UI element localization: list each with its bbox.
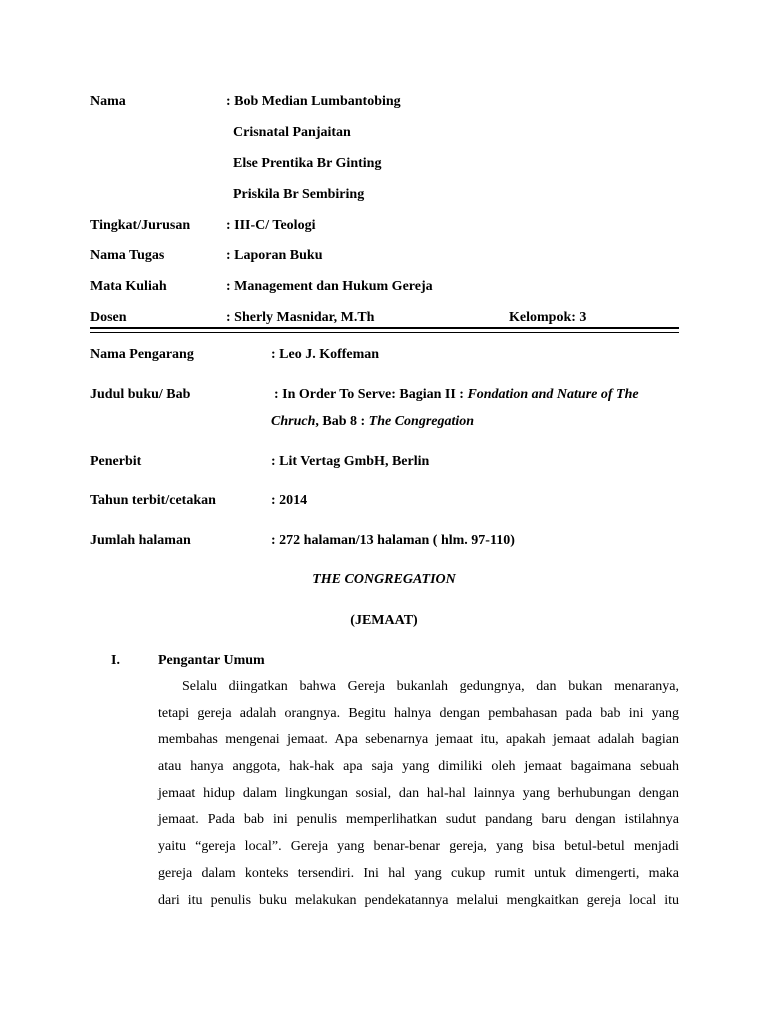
- header-rule-thick: [90, 327, 679, 329]
- tahun-label: Tahun terbit/cetakan: [90, 493, 216, 508]
- penerbit-label: Penerbit: [90, 454, 142, 469]
- kelompok-value: Kelompok: 3: [509, 310, 587, 325]
- member-name: Crisnatal Panjaitan: [233, 125, 351, 140]
- tingkat-value: : III-C/ Teologi: [226, 218, 316, 233]
- tahun-value: : 2014: [271, 493, 308, 508]
- judul-label: Judul buku/ Bab: [90, 387, 191, 402]
- document-subtitle: (JEMAAT): [350, 613, 418, 628]
- pengarang-label: Nama Pengarang: [90, 347, 194, 362]
- penerbit-value: : Lit Vertag GmbH, Berlin: [271, 454, 430, 469]
- jumlah-value: : 272 halaman/13 halaman ( hlm. 97-110): [271, 533, 515, 548]
- dosen-label: Dosen: [90, 310, 127, 325]
- header-rule-thin: [90, 332, 679, 333]
- jumlah-label: Jumlah halaman: [90, 533, 191, 548]
- paragraph-line: membahas mengenai jemaat. Apa sebenarnya jemaat itu, apakah jemaat adalah bagian: [158, 732, 679, 748]
- judul-text: , Bab 8 :: [315, 414, 369, 429]
- paragraph-line: atau hanya anggota, hak-hak apa saja yang dimiliki oleh jemaat bagaimana sebuah: [158, 759, 679, 775]
- member-name: Priskila Br Sembiring: [233, 187, 365, 202]
- tugas-value: : Laporan Buku: [226, 248, 323, 263]
- tugas-label: Nama Tugas: [90, 248, 165, 263]
- document-title: THE CONGREGATION: [312, 572, 456, 587]
- judul-italic-text: Chruch: [271, 414, 316, 429]
- matkul-value: : Management dan Hukum Gereja: [226, 279, 433, 294]
- paragraph-line: tetapi gereja adalah orangnya. Begitu halnya dengan pembahasan pada bab ini yang: [158, 705, 679, 721]
- nama-value: : Bob Median Lumbantobing: [226, 94, 401, 109]
- judul-italic-text: The Congregation: [368, 414, 475, 429]
- section-paragraph: [158, 674, 679, 914]
- judul-text: : In Order To Serve: Bagian II :: [274, 387, 468, 402]
- tingkat-label: Tingkat/Jurusan: [90, 218, 191, 233]
- section-number: I.: [111, 653, 120, 668]
- judul-italic-text: Fondation and Nature of The: [467, 387, 639, 402]
- nama-label: Nama: [90, 94, 126, 109]
- paragraph-line: dari itu penulis buku melakukan pendekatannya melalui mengkaitkan gereja local itu: [158, 892, 679, 908]
- paragraph-line: yaitu “gereja local”. Gereja yang benar-benar gereja, yang bisa betul-betul menjadi: [158, 839, 679, 855]
- matkul-label: Mata Kuliah: [90, 279, 167, 294]
- paragraph-line: jemaat hidup dalam lingkungan sosial, dan hal-hal lainnya yang berhubungan dengan: [158, 785, 679, 801]
- paragraph-line: Selalu diingatkan bahwa Gereja bukanlah gedungnya, dan bukan menaranya,: [182, 679, 679, 694]
- judul-value-line1: [274, 387, 639, 403]
- dosen-value: : Sherly Masnidar, M.Th: [226, 310, 375, 325]
- section-heading: Pengantar Umum: [158, 653, 265, 668]
- member-name: Else Prentika Br Ginting: [233, 156, 382, 171]
- paragraph-line: gereja dalam konteks tersendiri. Ini hal yang cukup rumit untuk dimengerti, maka: [158, 865, 679, 881]
- judul-value-line2: [271, 414, 474, 430]
- paragraph-line: jemaat. Pada bab ini penulis memperlihatkan sudut pandang baru dengan istilahnya: [158, 812, 679, 828]
- pengarang-value: : Leo J. Koffeman: [271, 347, 380, 362]
